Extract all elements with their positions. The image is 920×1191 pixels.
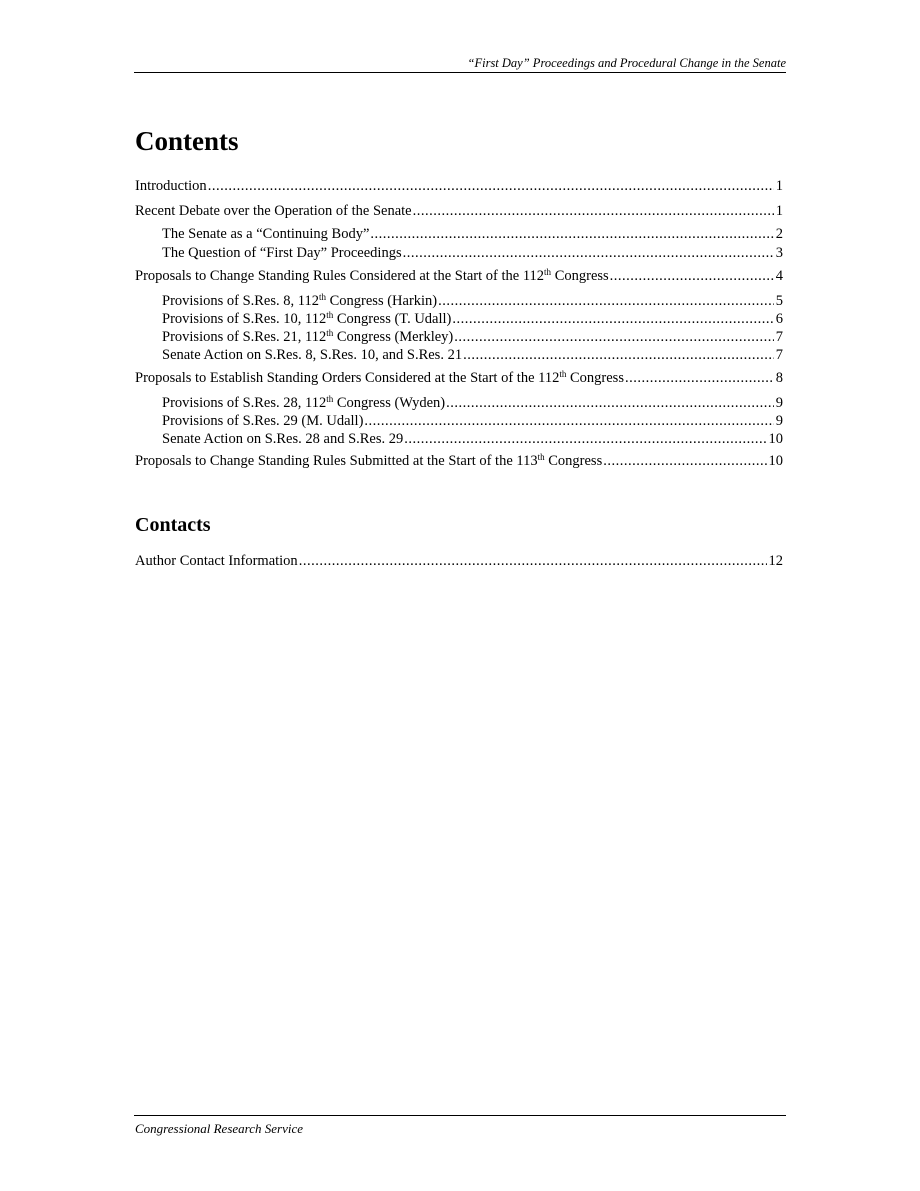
toc-entry-page-number: 12 bbox=[768, 553, 783, 569]
toc-entry-title-text: Congress (Harkin) bbox=[325, 293, 438, 309]
toc-entry-page-number: 8 bbox=[775, 370, 783, 386]
ordinal-suffix: th bbox=[559, 369, 567, 379]
toc-entry-title bbox=[162, 346, 462, 364]
toc-entry[interactable] bbox=[162, 346, 783, 364]
toc-entry[interactable] bbox=[162, 310, 783, 328]
header-divider bbox=[134, 72, 786, 73]
dot-leader bbox=[454, 328, 774, 346]
toc-entry-title-text: The Question of “First Day” Proceedings bbox=[162, 245, 402, 261]
toc-entry-title-text: Congress bbox=[551, 268, 609, 284]
dot-leader bbox=[610, 267, 774, 285]
dot-leader bbox=[452, 310, 773, 328]
toc-entry[interactable] bbox=[162, 412, 783, 430]
running-header: “First Day” Proceedings and Procedural Change in the Senate bbox=[467, 56, 786, 70]
toc-entry-title bbox=[162, 310, 451, 328]
toc-entry-page-number: 1 bbox=[775, 178, 783, 194]
toc-entry-title bbox=[162, 292, 437, 310]
dot-leader bbox=[413, 202, 774, 220]
toc-entry-title bbox=[135, 552, 298, 570]
contacts-heading: Contacts bbox=[135, 514, 211, 536]
ordinal-suffix: th bbox=[326, 310, 334, 320]
toc-entry-title-text: Congress bbox=[544, 453, 603, 469]
toc-entry-title bbox=[162, 430, 403, 448]
dot-leader bbox=[438, 292, 774, 310]
dot-leader bbox=[404, 430, 766, 448]
toc-entry-page-number: 9 bbox=[775, 395, 783, 411]
dot-leader bbox=[370, 225, 773, 243]
toc-entry-title bbox=[135, 177, 207, 195]
toc-entry-page-number: 4 bbox=[775, 268, 783, 284]
toc-entry-page-number: 1 bbox=[775, 203, 783, 219]
toc-entry-title bbox=[135, 202, 412, 220]
dot-leader bbox=[463, 346, 774, 364]
toc-entry-title-text: Provisions of S.Res. 10, 112 bbox=[162, 311, 327, 327]
toc-entry-title-text: Provisions of S.Res. 28, 112 bbox=[162, 395, 327, 411]
ordinal-suffix: th bbox=[326, 394, 334, 404]
toc-entry-title-text: Introduction bbox=[135, 178, 207, 194]
dot-leader bbox=[403, 244, 774, 262]
toc-entry[interactable] bbox=[162, 328, 783, 346]
ordinal-suffix: th bbox=[326, 328, 334, 338]
toc-entry-title-text: Congress (Wyden) bbox=[333, 395, 446, 411]
toc-entry[interactable] bbox=[162, 225, 783, 243]
toc-entry-title-text: Congress bbox=[566, 370, 624, 386]
toc-entry-title bbox=[162, 394, 445, 412]
toc-entry[interactable] bbox=[162, 430, 783, 448]
dot-leader bbox=[446, 394, 774, 412]
toc-entry[interactable] bbox=[135, 369, 783, 387]
toc-entry-title-text: Proposals to Establish Standing Orders Considered at the Start of the 112 bbox=[135, 370, 560, 386]
toc-entry[interactable] bbox=[135, 452, 783, 470]
toc-entry-title bbox=[162, 328, 453, 346]
toc-entry-title-text: Congress (T. Udall) bbox=[333, 311, 452, 327]
toc-entry-page-number: 2 bbox=[775, 226, 783, 242]
toc-entry[interactable] bbox=[162, 292, 783, 310]
toc-entry-page-number: 5 bbox=[775, 293, 783, 309]
toc-entry-page-number: 7 bbox=[775, 347, 783, 363]
dot-leader bbox=[625, 369, 774, 387]
toc-entry-title bbox=[135, 452, 602, 470]
toc-entry-title bbox=[135, 267, 609, 285]
toc-entry-page-number: 9 bbox=[775, 413, 783, 429]
toc-entry[interactable] bbox=[135, 177, 783, 195]
toc-entry[interactable] bbox=[162, 394, 783, 412]
toc-entry-title bbox=[135, 369, 624, 387]
toc-entry-title bbox=[162, 225, 369, 243]
toc-entry-title-text: Proposals to Change Standing Rules Submitted at the Start of the 113 bbox=[135, 453, 538, 469]
toc-entry[interactable] bbox=[135, 202, 783, 220]
toc-entry-title-text: Provisions of S.Res. 29 (M. Udall) bbox=[162, 413, 364, 429]
ordinal-suffix: th bbox=[544, 267, 552, 277]
toc-entry-page-number: 10 bbox=[768, 453, 783, 469]
toc-entry-title-text: Recent Debate over the Operation of the Senate bbox=[135, 203, 412, 219]
toc-entry-title bbox=[162, 244, 402, 262]
footer-divider bbox=[134, 1115, 786, 1116]
toc-entry[interactable] bbox=[135, 552, 783, 570]
toc-entry-title bbox=[162, 412, 363, 430]
toc-entry-page-number: 3 bbox=[775, 245, 783, 261]
toc-entry-page-number: 7 bbox=[775, 329, 783, 345]
toc-entry-title-text: Proposals to Change Standing Rules Considered at the Start of the 112 bbox=[135, 268, 545, 284]
contents-heading: Contents bbox=[135, 126, 239, 156]
toc-entry-title-text: Senate Action on S.Res. 8, S.Res. 10, and S.Res. 21 bbox=[162, 347, 463, 363]
toc-entry-title-text: Provisions of S.Res. 21, 112 bbox=[162, 329, 327, 345]
toc-entry-page-number: 6 bbox=[775, 311, 783, 327]
dot-leader bbox=[364, 412, 773, 430]
dot-leader bbox=[208, 177, 774, 195]
toc-entry-title-text: Author Contact Information bbox=[135, 553, 298, 569]
toc-entry-page-number: 10 bbox=[768, 431, 783, 447]
toc-entry-title-text: The Senate as a “Continuing Body” bbox=[162, 226, 370, 242]
toc-entry[interactable] bbox=[162, 244, 783, 262]
toc-entry-title-text: Provisions of S.Res. 8, 112 bbox=[162, 293, 319, 309]
ordinal-suffix: th bbox=[318, 292, 326, 302]
dot-leader bbox=[299, 552, 767, 570]
ordinal-suffix: th bbox=[537, 452, 545, 462]
toc-entry[interactable] bbox=[135, 267, 783, 285]
running-footer: Congressional Research Service bbox=[135, 1121, 303, 1136]
dot-leader bbox=[603, 452, 766, 470]
toc-entry-title-text: Congress (Merkley) bbox=[333, 329, 454, 345]
toc-entry-title-text: Senate Action on S.Res. 28 and S.Res. 29 bbox=[162, 431, 404, 447]
